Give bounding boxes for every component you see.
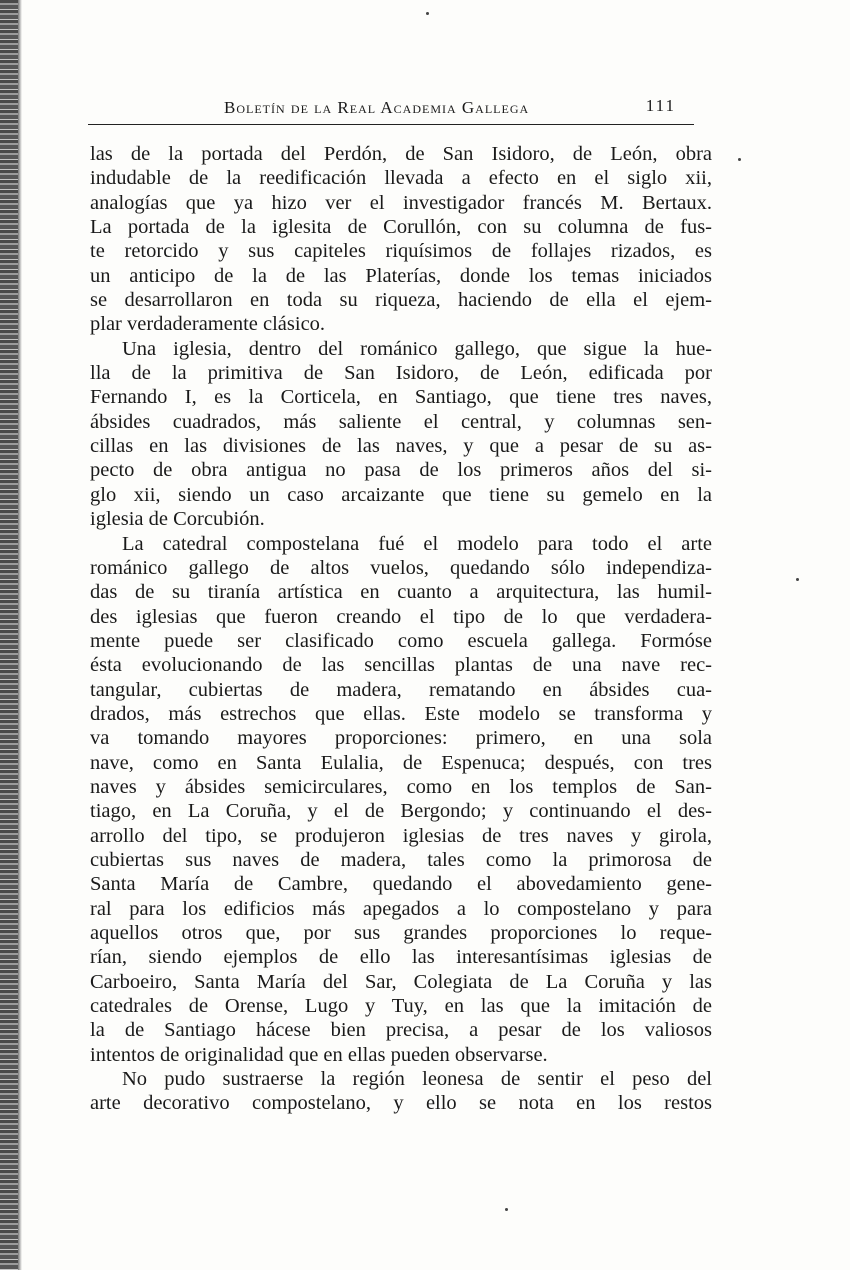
scan-speck bbox=[505, 1208, 508, 1211]
text-line: Fernando I, es la Corticela, en Santiago, que tiene tres naves, bbox=[90, 386, 712, 409]
text-line: catedrales de Orense, Lugo y Tuy, en las que la imitación de bbox=[90, 995, 712, 1018]
paragraph bbox=[90, 337, 712, 532]
text-line: se desarrollaron en toda su riqueza, haciendo de ella el ejem- bbox=[90, 289, 712, 312]
text-line: naves y ábsides semicirculares, como en los templos de San- bbox=[90, 775, 712, 798]
text-line: aquellos otros que, por sus grandes proporciones lo reque- bbox=[90, 922, 712, 944]
spine-shadow bbox=[18, 0, 22, 1270]
scan-speck bbox=[796, 578, 799, 581]
text-line: cillas en las divisiones de las naves, y que a pesar de su as- bbox=[90, 435, 712, 458]
page-number: 111 bbox=[645, 96, 676, 115]
text-line: Santa María de Cambre, quedando el abovedamiento gene- bbox=[90, 873, 712, 896]
text-line: ral para los edificios más apegados a lo compostelano y para bbox=[90, 897, 712, 920]
text-line: románico gallego de altos vuelos, quedando sólo independiza- bbox=[90, 556, 712, 579]
text-line: intentos de originalidad que en ellas pueden observarse. bbox=[90, 1043, 548, 1066]
scan-speck bbox=[426, 12, 429, 15]
text-line: glo xii, siendo un caso arcaizante que tiene su gemelo en la bbox=[90, 483, 712, 506]
paragraph bbox=[90, 532, 712, 1068]
text-line: analogías que ya hizo ver el investigador francés M. Bertaux. bbox=[90, 191, 712, 214]
text-line: la de Santiago hácese bien precisa, a pesar de los valiosos bbox=[90, 1019, 712, 1042]
text-line: Carboeiro, Santa María del Sar, Colegiata de La Coruña y las bbox=[90, 970, 712, 993]
text-line: La portada de la iglesita de Corullón, con su columna de fus- bbox=[90, 216, 712, 239]
text-line: lla de la primitiva de San Isidoro, de León, edificada por bbox=[90, 362, 712, 385]
text-line: tiago, en La Coruña, y el de Bergondo; y continuando el des- bbox=[90, 800, 712, 823]
text-line: las de la portada del Perdón, de San Isidoro, de León, obra bbox=[90, 143, 712, 165]
text-line: mente puede ser clasificado como escuela gallega. Formóse bbox=[90, 629, 712, 652]
text-line: arrollo del tipo, se produjeron iglesias de tres naves y girola, bbox=[90, 824, 712, 847]
text-line: Una iglesia, dentro del románico gallego, que sigue la hue- bbox=[122, 337, 712, 360]
text-line: drados, más estrechos que ellas. Este modelo se transforma y bbox=[90, 702, 712, 725]
text-line: pecto de obra antigua no pasa de los primeros años del si- bbox=[90, 459, 712, 482]
text-line: iglesia de Corcubión. bbox=[90, 508, 265, 531]
text-line: rían, siendo ejemplos de ello las interesantísimas iglesias de bbox=[90, 946, 712, 969]
text-line: tangular, cubiertas de madera, rematando en ábsides cua- bbox=[90, 678, 712, 701]
text-line: ábsides cuadrados, más saliente el central, y columnas sen- bbox=[90, 410, 712, 433]
text-line: plar verdaderamente clásico. bbox=[90, 313, 326, 336]
text-line: cubiertas sus naves de madera, tales como la primorosa de bbox=[90, 848, 712, 871]
text-line: te retorcido y sus capiteles riquísimos de follajes rizados, es bbox=[90, 240, 712, 263]
text-line: indudable de la reedificación llevada a efecto en el siglo xii, bbox=[90, 167, 712, 190]
text-line: nave, como en Santa Eulalia, de Espenuca; después, con tres bbox=[90, 751, 712, 774]
text-line: das de su tiranía artística en cuanto a arquitectura, las humil- bbox=[90, 581, 712, 604]
text-line: arte decorativo compostelano, y ello se nota en los restos bbox=[90, 1092, 712, 1115]
text-line: La catedral compostelana fué el modelo para todo el arte bbox=[122, 532, 712, 555]
page-header bbox=[88, 92, 694, 125]
body-text bbox=[90, 142, 712, 1116]
paragraph bbox=[90, 142, 712, 337]
text-line: des iglesias que fueron creando el tipo de lo que verdadera- bbox=[90, 605, 712, 628]
text-line: un anticipo de la de las Platerías, donde los temas iniciados bbox=[90, 264, 712, 287]
text-line: No pudo sustraerse la región leonesa de sentir el peso del bbox=[122, 1068, 712, 1091]
scan-speck bbox=[738, 158, 741, 161]
book-spine-edge bbox=[0, 0, 18, 1270]
running-title: Boletín de la Real Academia Gallega bbox=[224, 98, 530, 117]
text-line: ésta evolucionando de las sencillas plantas de una nave rec- bbox=[90, 654, 712, 677]
text-line: va tomando mayores proporciones: primero, en una sola bbox=[90, 727, 712, 750]
paragraph bbox=[90, 1067, 712, 1116]
